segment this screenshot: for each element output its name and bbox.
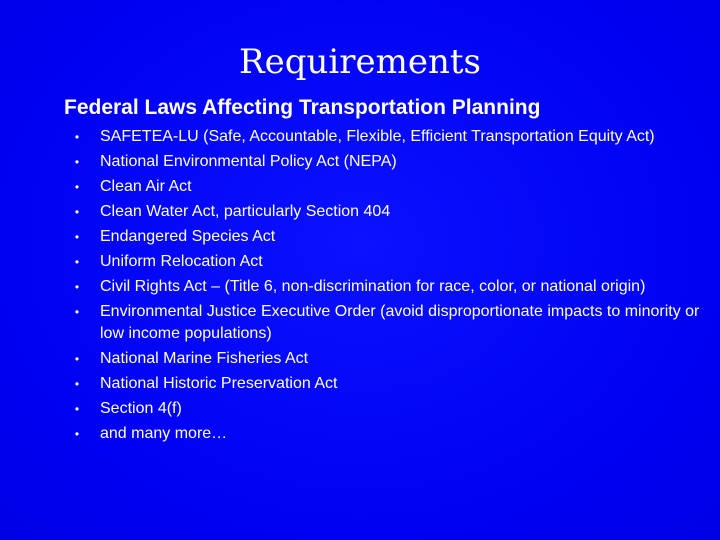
bullet-icon: • <box>74 427 80 441</box>
list-item <box>72 251 712 273</box>
laws-list <box>72 126 712 448</box>
bullet-icon: • <box>74 205 80 219</box>
bullet-icon: • <box>74 180 80 194</box>
bullet-icon: • <box>74 305 80 319</box>
list-item <box>72 301 712 345</box>
bullet-icon: • <box>74 255 80 269</box>
bullet-icon: • <box>74 155 80 169</box>
list-item-text: Uniform Relocation Act <box>100 253 263 270</box>
list-item <box>72 126 712 148</box>
list-item <box>72 176 712 198</box>
list-item-text: Section 4(f) <box>100 400 182 417</box>
list-item <box>72 151 712 173</box>
list-item <box>72 226 712 248</box>
list-item-text: Civil Rights Act – (Title 6, non-discrimination for race, color, or national origin) <box>100 278 646 295</box>
list-item <box>72 276 712 298</box>
list-item-text: National Marine Fisheries Act <box>100 350 309 367</box>
list-item-text: and many more… <box>100 425 228 442</box>
list-item-text: Environmental Justice Executive Order (avoid disproportionate impacts to minority or low income populations) <box>100 303 700 342</box>
bullet-icon: • <box>74 402 80 416</box>
bullet-icon: • <box>74 230 80 244</box>
list-item-text: National Environmental Policy Act (NEPA) <box>100 153 397 170</box>
bullet-icon: • <box>74 130 80 144</box>
list-item-text: Endangered Species Act <box>100 228 276 245</box>
list-item <box>72 398 712 420</box>
bullet-icon: • <box>74 280 80 294</box>
list-item <box>72 423 712 445</box>
slide-title: Requirements <box>238 42 481 82</box>
list-item-text: National Historic Preservation Act <box>100 375 338 392</box>
list-item-text: SAFETEA-LU (Safe, Accountable, Flexible, Efficient Transportation Equity Act) <box>100 128 655 145</box>
list-item-text: Clean Air Act <box>100 178 192 195</box>
list-item-text: Clean Water Act, particularly Section 404 <box>100 203 391 220</box>
bullet-icon: • <box>74 352 80 366</box>
slide-subtitle: Federal Laws Affecting Transportation Planning <box>64 96 541 119</box>
bullet-icon: • <box>74 377 80 391</box>
list-item <box>72 373 712 395</box>
list-item <box>72 348 712 370</box>
list-item <box>72 201 712 223</box>
